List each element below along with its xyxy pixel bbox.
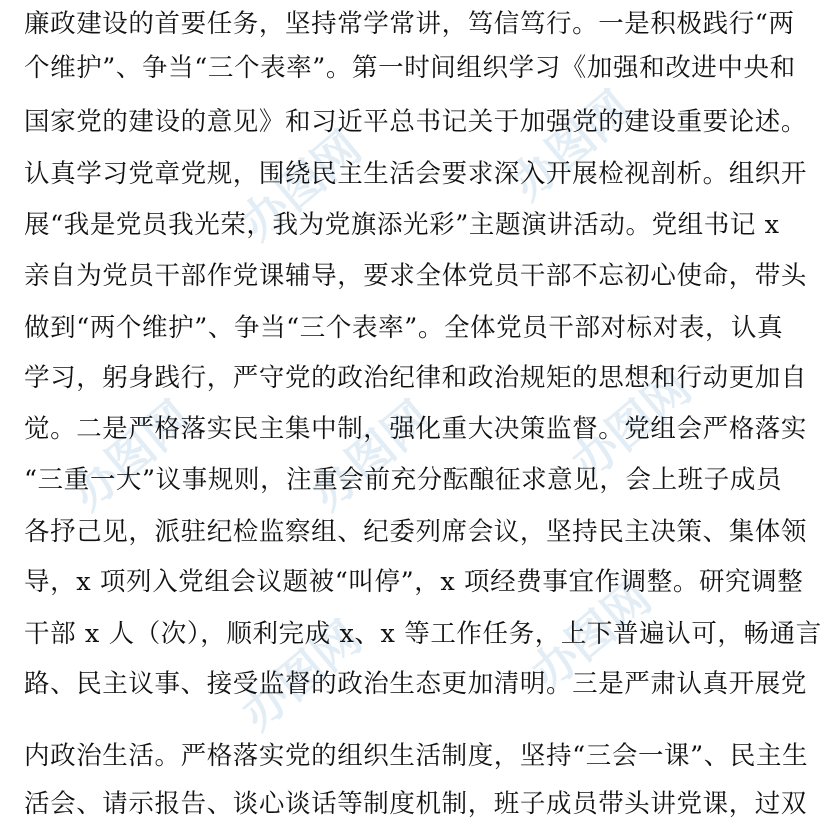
text-line: 导，x 项列入党组会议题被“叫停”，x 项经费事宜作调整。研究调整 (24, 567, 804, 597)
watermark: 办图网 (520, 570, 662, 701)
text-line: 内政治生活。严格落实党的组织生活制度，坚持“三会一课”、民主生 (24, 741, 809, 771)
text-line: 干部 x 人（次），顺利完成 x、x 等工作任务，上下普遍认可，畅通言 (24, 619, 822, 649)
text-line: 亲自为党员干部作党课辅导，要求全体党员干部不忘初心使命，带头 (24, 261, 808, 291)
watermark: 办图网 (60, 390, 202, 521)
text-line: 展“我是党员我光荣，我为党旗添光彩”主题演讲活动。党组书记 x (24, 210, 780, 240)
text-line: 国家党的建设的意见》和习近平总书记关于加强党的建设重要论述。 (24, 107, 808, 137)
watermark: 办图网 (230, 120, 372, 251)
text-line: 学习，躬身践行，严守党的政治纪律和政治规矩的思想和行动更加自 (24, 363, 808, 393)
watermark: 办图网 (560, 360, 702, 491)
text-line: 路、民主议事、接受监督的政治生态更加清明。三是严肃认真开展党 (24, 669, 808, 699)
text-line: “三重一大”议事规则，注重会前充分酝酿征求意见，会上班子成员 (24, 465, 783, 495)
watermark: 办图网 (300, 390, 442, 521)
text-line: 个维护”、争当“三个表率”。第一时间组织学习《加强和改进中央和 (24, 53, 796, 83)
text-line: 觉。二是严格落实民主集中制，强化重大决策监督。党组会严格落实 (24, 414, 808, 444)
text-line: 活会、请示报告、谈心谈话等制度机制，班子成员带头讲党课，过双 (24, 789, 808, 819)
watermark: 办图网 (230, 610, 372, 741)
text-line: 认真学习党章党规，围绕民主生活会要求深入开展检视剖析。组织开 (24, 159, 808, 189)
text-line: 做到“两个维护”、争当“三个表率”。全体党员干部对标对表，认真 (24, 313, 784, 343)
watermark: 办图网 (500, 80, 642, 211)
text-line: 各抒己见，派驻纪检监察组、纪委列席会议，坚持民主决策、集体领 (24, 517, 808, 547)
text-line: 廉政建设的首要任务，坚持常学常讲，笃信笃行。一是积极践行“两 (24, 9, 795, 39)
